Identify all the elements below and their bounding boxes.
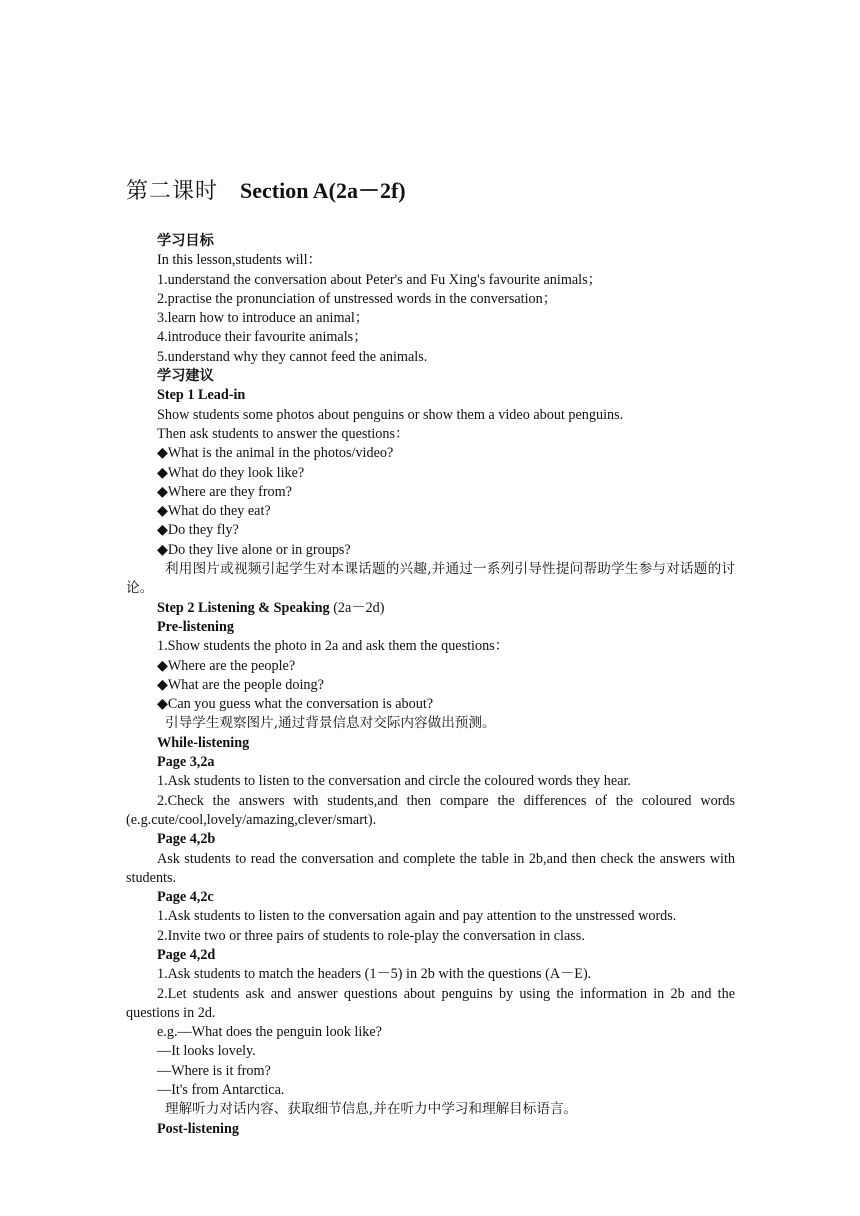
- text-line: [126, 676, 735, 695]
- line-text: Page 4,2b: [157, 831, 216, 848]
- line-text: ◆Where are the people?: [157, 657, 296, 674]
- line-text: 理解听力对话内容、获取细节信息,并在听力中学习和理解目标语言。: [165, 1101, 578, 1118]
- line-text: Pre-listening: [157, 618, 234, 635]
- text-line: [126, 907, 735, 926]
- line-text: Step 2 Listening & Speaking: [157, 599, 334, 616]
- line-text: 1.understand the conversation about Peter's and Fu Xing's favourite animals；: [157, 271, 602, 288]
- line-text: In this lesson,students will：: [157, 252, 322, 269]
- line-text: Ask students to read the conversation and complete the table in 2b,and then check the answers with students.: [126, 850, 735, 886]
- line-text: While-listening: [157, 734, 250, 751]
- line-text: 学习目标: [157, 233, 214, 249]
- lesson-title: [126, 176, 406, 207]
- chinese-note: [126, 1100, 735, 1119]
- paragraph: [126, 850, 735, 889]
- line-text: 5.understand why they cannot feed the animals.: [157, 348, 428, 365]
- text-line: [126, 657, 735, 676]
- line-text: ◆What do they look like?: [157, 464, 305, 481]
- line-text: Step 1 Lead-in: [157, 387, 246, 404]
- line-text: ◆Do they live alone or in groups?: [157, 541, 351, 558]
- text-line: [126, 772, 735, 791]
- chinese-note: [126, 560, 735, 599]
- text-line: [126, 1062, 735, 1081]
- line-text: 引导学生观察图片,通过背景信息对交际内容做出预测。: [165, 715, 496, 732]
- heading: [126, 734, 735, 753]
- line-text: —Where is it from?: [157, 1062, 271, 1079]
- heading: [126, 753, 735, 772]
- line-text: ◆What are the people doing?: [157, 676, 324, 693]
- text-line: [126, 1081, 735, 1100]
- heading: [126, 888, 735, 907]
- text-line: [126, 348, 735, 367]
- line-text: 2.Check the answers with students,and then compare the differences of the coloured words (e.g.cute/cool,lovely/amazing,clever/smart).: [126, 792, 735, 828]
- text-line: [126, 1023, 735, 1042]
- lesson-title-en: Section A(2a－2f): [240, 178, 406, 203]
- text-line: [126, 483, 735, 502]
- heading: [126, 830, 735, 849]
- text-line: [126, 444, 735, 463]
- lesson-title-cn: 第二课时: [126, 179, 219, 204]
- text-line: [126, 464, 735, 483]
- heading: [126, 232, 735, 251]
- line-text: 2.Let students ask and answer questions about penguins by using the information in 2b and the questions in 2d.: [126, 985, 735, 1021]
- chinese-note: [126, 714, 735, 733]
- line-text: Show students some photos about penguins or show them a video about penguins.: [157, 406, 624, 423]
- line-text: Page 3,2a: [157, 754, 215, 771]
- text-line: [126, 521, 735, 540]
- line-text: Post-listening: [157, 1120, 239, 1137]
- text-line: [126, 1042, 735, 1061]
- heading: [126, 599, 735, 618]
- document-body: [126, 232, 735, 1139]
- line-text: ◆Do they fly?: [157, 522, 239, 539]
- line-text: Page 4,2d: [157, 946, 216, 963]
- line-text: 1.Ask students to listen to the conversation again and pay attention to the unstressed words.: [157, 908, 677, 925]
- line-text: Page 4,2c: [157, 889, 214, 906]
- line-text: 1.Ask students to listen to the conversation and circle the coloured words they hear.: [157, 773, 631, 790]
- line-text: ◆Can you guess what the conversation is about?: [157, 696, 434, 713]
- line-text: 1.Ask students to match the headers (1－5) in 2b with the questions (A－E).: [157, 966, 592, 983]
- line-text: ◆What is the animal in the photos/video?: [157, 445, 394, 462]
- text-line: [126, 695, 735, 714]
- text-line: [126, 541, 735, 560]
- paragraph: [126, 792, 735, 831]
- text-line: [126, 637, 735, 656]
- line-text: 4.introduce their favourite animals；: [157, 329, 368, 346]
- heading: [126, 386, 735, 405]
- line-text: 2.Invite two or three pairs of students to role-play the conversation in class.: [157, 927, 585, 944]
- line-text: 利用图片或视频引起学生对本课话题的兴趣,并通过一系列引导性提问帮助学生参与对话题的讨论。: [126, 561, 735, 597]
- heading: [126, 946, 735, 965]
- text-line: [126, 502, 735, 521]
- text-line: [126, 965, 735, 984]
- line-text: —It looks lovely.: [157, 1043, 256, 1060]
- line-text: 2.practise the pronunciation of unstressed words in the conversation；: [157, 290, 557, 307]
- text-line: [126, 309, 735, 328]
- heading: [126, 618, 735, 637]
- heading: [126, 367, 735, 386]
- line-text: e.g.—What does the penguin look like?: [157, 1024, 382, 1041]
- text-line: [126, 271, 735, 290]
- paragraph: [126, 985, 735, 1024]
- line-text: ◆Where are they from?: [157, 483, 292, 500]
- heading: [126, 1120, 735, 1139]
- line-text: 3.learn how to introduce an animal；: [157, 310, 369, 327]
- line-text: 1.Show students the photo in 2a and ask them the questions：: [157, 638, 509, 655]
- line-tail: (2a－2d): [333, 599, 385, 616]
- line-text: —It's from Antarctica.: [157, 1082, 285, 1099]
- text-line: [126, 290, 735, 309]
- line-text: 学习建议: [157, 368, 214, 385]
- line-text: Then ask students to answer the questions：: [157, 425, 410, 442]
- text-line: [126, 328, 735, 347]
- text-line: [126, 425, 735, 444]
- text-line: [126, 406, 735, 425]
- text-line: [126, 251, 735, 270]
- text-line: [126, 927, 735, 946]
- line-text: ◆What do they eat?: [157, 503, 271, 520]
